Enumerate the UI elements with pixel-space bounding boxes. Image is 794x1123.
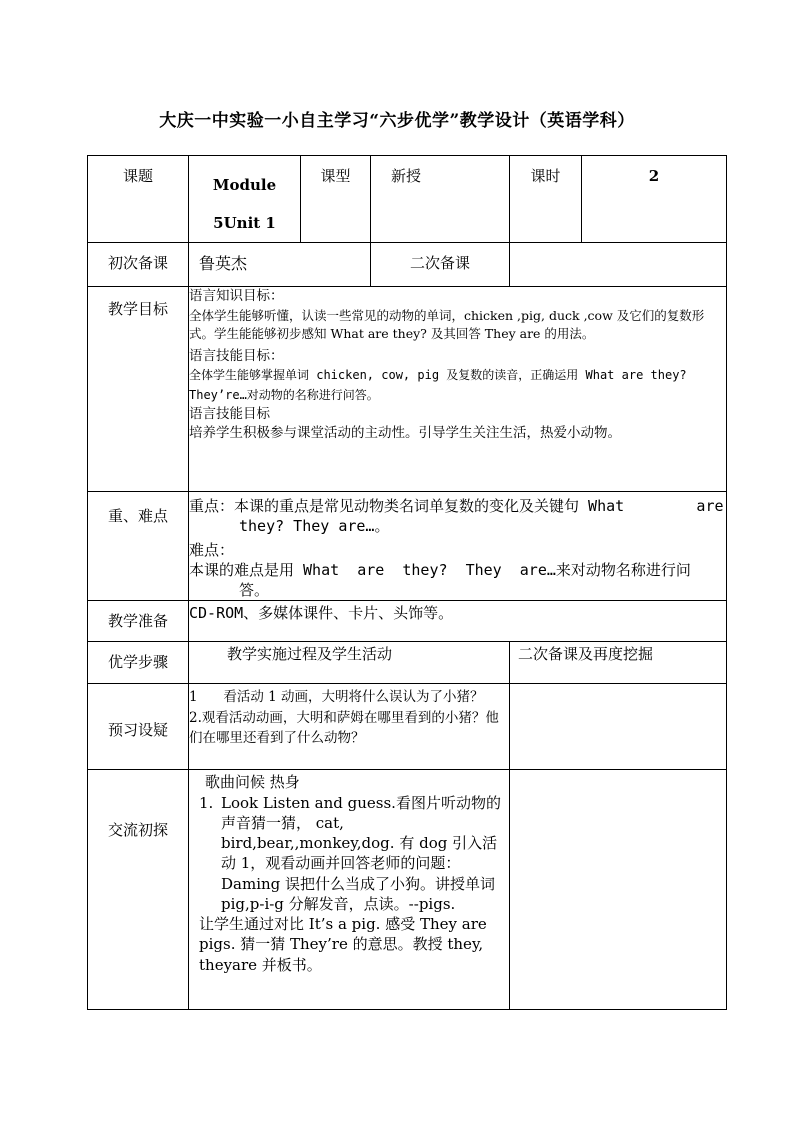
- exchange-label: 交流初探: [88, 770, 189, 1010]
- type-label: 课型: [301, 156, 371, 243]
- exchange-second-prep: [510, 770, 727, 1010]
- skill-heading: 语言技能目标：: [189, 347, 284, 364]
- type-value: 新授: [371, 156, 510, 243]
- hours-label: 课时: [510, 156, 582, 243]
- difficult-point: [189, 540, 726, 581]
- keypoints-content: [189, 492, 727, 601]
- difficult-line2: 答。: [239, 581, 270, 599]
- key-line1: 本课的重点是常见动物类名词单复数的变化及关键句 What are: [234, 497, 724, 515]
- objectives-content: [189, 287, 727, 492]
- row-objectives: [88, 287, 727, 492]
- difficult-line1: 本课的难点是用 What are they? They are…来对动物名称进行问: [189, 560, 691, 579]
- steps-col2-header: 二次备课及再度挖掘: [510, 642, 727, 684]
- preview-second-prep: [510, 684, 727, 770]
- exchange-item1-text: Look Listen and guess.看图片听动物的声音猜一猜， cat, bird,bear,,monkey,dog. 有 dog 引入活动 1，观看动画并回答老师的问题：Daming 误把什么当成了小狗。讲授单词 pig,p-i-g 分解发音，点读。--pigs.: [221, 793, 501, 913]
- document-title: 大庆一中实验一小自主学习“六步优学”教学设计（英语学科）: [159, 111, 635, 131]
- first-prep-value: 鲁英杰: [189, 243, 371, 287]
- keypoints-label: 重、难点: [88, 492, 189, 601]
- knowledge-text: 全体学生能够听懂，认读一些常见的动物的单词，chicken ,pig, duck ,cow 及它们的复数形式。学生能能够初步感知 What are they? 及其回答 They are 的用法。: [189, 307, 705, 341]
- objectives-label: 教学目标: [88, 287, 189, 492]
- second-prep-value: [510, 243, 727, 287]
- exchange-warmup: 歌曲问候 热身: [205, 773, 300, 792]
- steps-col1-header: 教学实施过程及学生活动: [189, 642, 510, 684]
- topic-value-line1: Module: [212, 176, 277, 194]
- row-prep: [88, 243, 727, 287]
- preparation-label: 教学准备: [88, 601, 189, 642]
- row-topic: [88, 156, 727, 243]
- key-line2: they? They are…。: [239, 517, 390, 536]
- key-point: [189, 496, 726, 516]
- topic-value: [189, 156, 301, 243]
- preview-content: [189, 684, 510, 770]
- exchange-cont-text: 让学生通过对比 It’s a pig. 感受 They are pigs. 猜一猜 They’re 的意思。教授 they, theyare 并板书。: [199, 915, 487, 974]
- skill2-heading: 语言技能目标: [189, 405, 270, 422]
- preview-label: 预习设疑: [88, 684, 189, 770]
- steps-label: 优学步骤: [88, 642, 189, 684]
- preview-line1: 1 看活动 1 动画，大明将什么误认为了小猪？: [189, 689, 484, 706]
- skill2-text: 培养学生积极参与课堂活动的主动性。引导学生关注生活，热爱小动物。: [189, 425, 621, 442]
- hours-value: 2: [582, 156, 727, 243]
- difficult-prefix: 难点：: [189, 540, 235, 559]
- exchange-item1: [199, 793, 501, 915]
- lesson-plan-table: [87, 155, 727, 1010]
- row-preview: [88, 684, 727, 770]
- exchange-content: [189, 770, 510, 1010]
- row-preparation: [88, 601, 727, 642]
- knowledge-heading: 语言知识目标：: [189, 288, 284, 304]
- exchange-item1-num: 1.: [199, 793, 214, 812]
- row-keypoints: [88, 492, 727, 601]
- topic-label: 课题: [88, 156, 189, 243]
- topic-value-line2: 5Unit 1: [213, 214, 276, 232]
- key-prefix: 重点：: [189, 497, 235, 515]
- row-exchange: [88, 770, 727, 1010]
- first-prep-label: 初次备课: [88, 243, 189, 287]
- second-prep-label: 二次备课: [371, 243, 510, 287]
- preparation-value: CD-ROM、多媒体课件、卡片、头饰等。: [189, 601, 727, 642]
- skill-text: 全体学生能够掌握单词 chicken, cow, pig 及复数的读音，正确运用 What are they? They’re…对动物的名称进行问答。: [189, 368, 687, 402]
- preview-line2: 2.观看活动动画，大明和萨姆在哪里看到的小猪？他们在哪里还看到了什么动物？: [189, 709, 499, 746]
- row-steps-header: [88, 642, 727, 684]
